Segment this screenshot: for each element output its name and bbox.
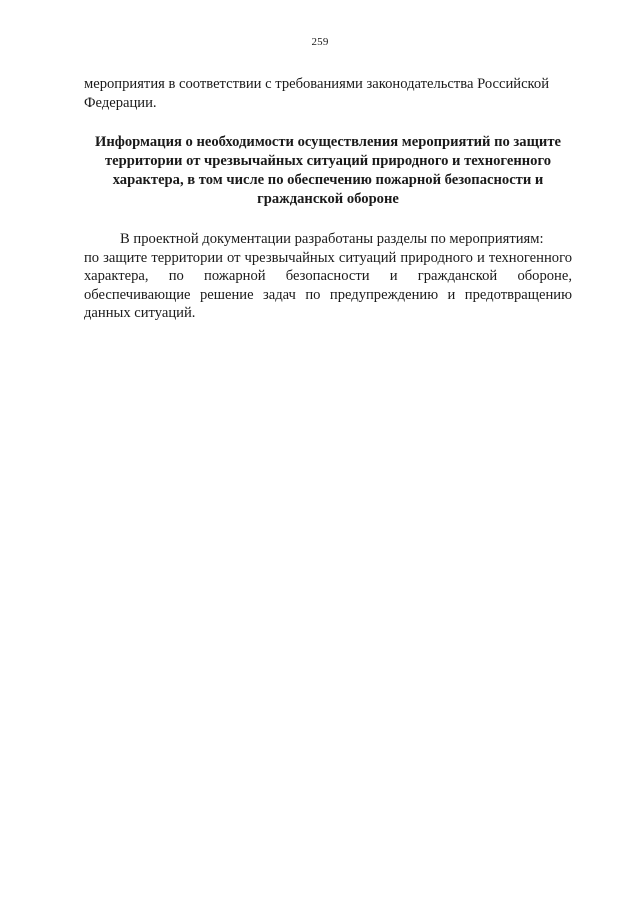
body-paragraph: по защите территории от чрезвычайных ситуаций природного и техногенного характера, по пожарной безопасности и гражданской обороне, обеспечивающие решение задач по предупреждению и предотвращению данных ситуаций. — [84, 249, 572, 321]
section-heading: Информация о необходимости осуществления мероприятий по защите территории от чрезвычайных ситуаций природного и техногенного характера, в том числе по обеспечению пожарной безопасности и гражданской обороне — [95, 134, 561, 207]
lead-paragraph: В проектной документации разработаны разделы по мероприятиям: — [120, 231, 544, 247]
page-content — [84, 75, 572, 323]
continued-paragraph: мероприятия в соответствии с требованиями законодательства Российской Федерации. — [84, 76, 550, 111]
page-number: 259 — [311, 36, 329, 48]
